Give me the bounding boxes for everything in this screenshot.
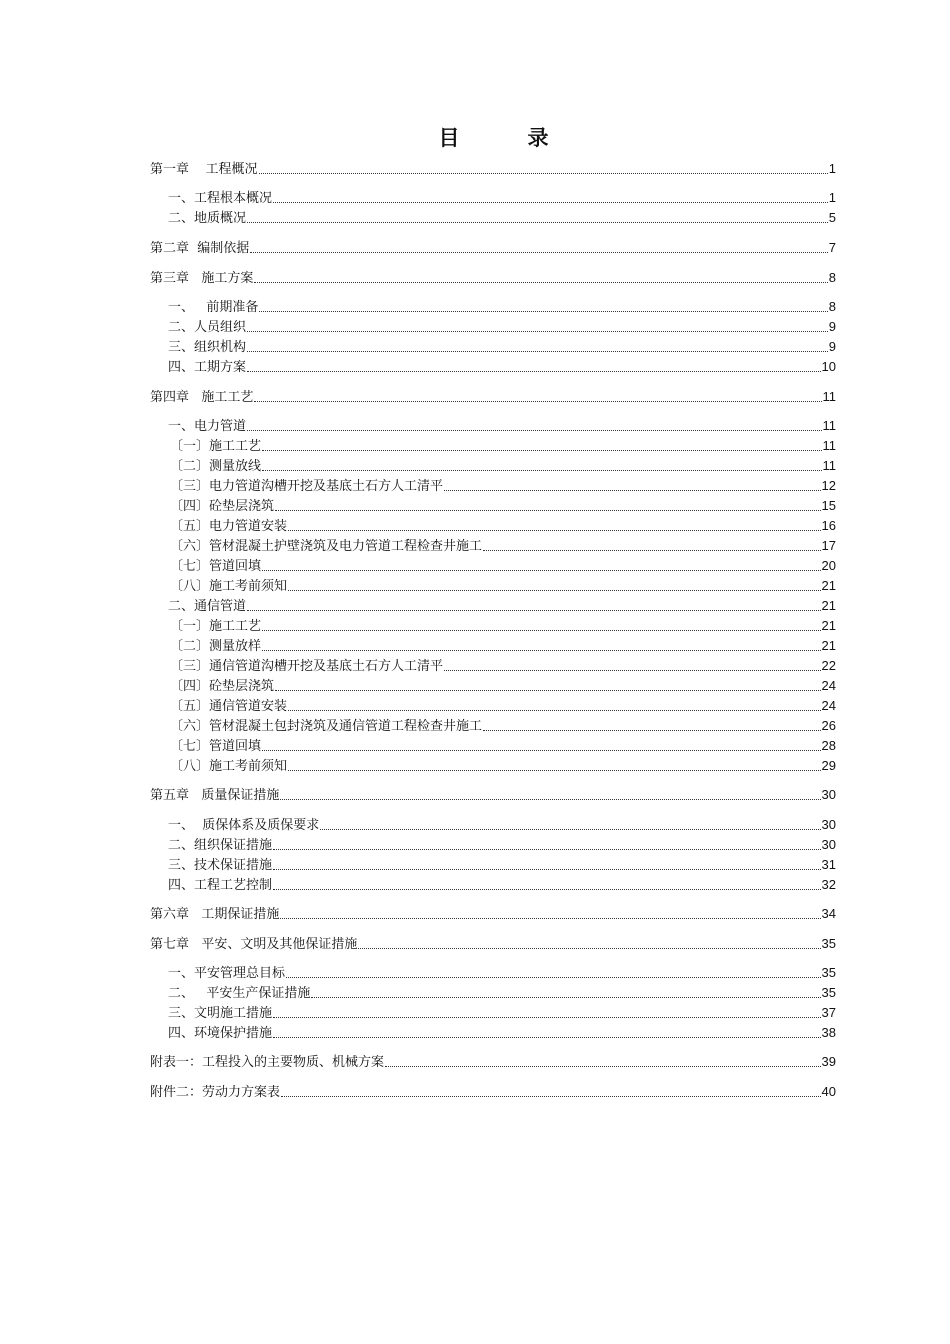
toc-entry-page-number: 16 (821, 518, 836, 533)
toc-entry-page-number: 21 (821, 598, 836, 613)
toc-entry-page-number: 5 (828, 210, 836, 225)
toc-entry-page-number: 40 (821, 1084, 836, 1099)
toc-entry-title: 附表一：工程投入的主要物质、机械方案 (150, 1055, 385, 1070)
dot-leader (286, 977, 821, 978)
toc-entry-level2[interactable] (168, 1023, 836, 1043)
toc-entry-level2[interactable] (168, 855, 836, 875)
toc-entry-page-number: 15 (821, 498, 836, 513)
toc-entry-level3[interactable] (170, 556, 836, 576)
toc-entry-title: 〔五〕通信管道安装 (170, 699, 288, 714)
dot-leader (273, 889, 821, 890)
toc-entry-level1[interactable] (150, 785, 836, 805)
toc-entry-title: 第五章 质量保证措施 (150, 788, 280, 803)
dot-leader (273, 849, 821, 850)
toc-entry-title: 第七章 平安、文明及其他保证措施 (150, 937, 358, 952)
toc-entry-page-number: 11 (822, 458, 836, 473)
toc-entry-title: 〔六〕管材混凝土护壁浇筑及电力管道工程检查井施工 (170, 539, 483, 554)
toc-entry-page-number: 26 (821, 718, 836, 733)
dot-leader (254, 401, 821, 402)
toc-entry-level3[interactable] (170, 496, 836, 516)
toc-entry-page-number: 1 (828, 161, 836, 176)
toc-entry-title: 一、工程根本概况 (168, 191, 273, 206)
toc-entry-level2[interactable] (168, 317, 836, 337)
toc-entry-title: 第二章 编制依据 (150, 241, 250, 256)
toc-entry-level2[interactable] (168, 208, 836, 228)
dot-leader (483, 550, 821, 551)
toc-entry-level2[interactable] (168, 337, 836, 357)
toc-entry-level3[interactable] (170, 636, 836, 656)
toc-entry-page-number: 29 (821, 758, 836, 773)
toc-entry-level3[interactable] (170, 716, 836, 736)
toc-entry-title: 二、通信管道 (168, 599, 247, 614)
toc-entry-level1[interactable] (150, 904, 836, 924)
toc-entry-level3[interactable] (170, 756, 836, 776)
toc-entry-page-number: 34 (821, 906, 836, 921)
toc-entry-page-number: 8 (828, 299, 836, 314)
toc-entry-page-number: 17 (821, 538, 836, 553)
toc-entry-level2[interactable] (168, 983, 836, 1003)
toc-entry-page-number: 8 (828, 270, 836, 285)
toc-entry-level2[interactable] (168, 297, 836, 317)
toc-entry-page-number: 21 (821, 578, 836, 593)
toc-entry-page-number: 9 (828, 339, 836, 354)
toc-entry-level2[interactable] (168, 963, 836, 983)
toc-entry-level1[interactable] (150, 159, 836, 179)
toc-entry-title: 一、 质保体系及质保要求 (168, 818, 320, 833)
dot-leader (247, 610, 821, 611)
toc-entry-title: 第四章 施工工艺 (150, 390, 254, 405)
dot-leader (262, 570, 821, 571)
toc-entry-page-number: 9 (828, 319, 836, 334)
dot-leader (247, 371, 821, 372)
toc-entry-page-number: 21 (821, 638, 836, 653)
toc-entry-page-number: 7 (828, 240, 836, 255)
toc-entry-page-number: 10 (821, 359, 836, 374)
toc-entry-title: 二、 平安生产保证措施 (168, 986, 311, 1001)
toc-entry-level2[interactable] (168, 1003, 836, 1023)
toc-entry-title: 第三章 施工方案 (150, 271, 254, 286)
toc-entry-page-number: 11 (822, 389, 836, 404)
toc-entry-page-number: 20 (821, 558, 836, 573)
toc-entry-title: 一、电力管道 (168, 419, 247, 434)
dot-leader (262, 450, 821, 451)
toc-entry-title: 第一章 工程概况 (150, 162, 258, 177)
dot-leader (483, 730, 821, 731)
toc-entry-level3[interactable] (170, 736, 836, 756)
dot-leader (247, 351, 828, 352)
toc-entry-title: 三、组织机构 (168, 340, 247, 355)
toc-entry-level1[interactable] (150, 934, 836, 954)
toc-entry-title: 〔三〕通信管道沟槽开挖及基底土石方人工清平 (170, 659, 444, 674)
toc-entry-title: 二、组织保证措施 (168, 838, 273, 853)
toc-entry-page-number: 28 (821, 738, 836, 753)
toc-entry-level3[interactable] (170, 656, 836, 676)
toc-entry-title: 〔一〕施工工艺 (170, 619, 262, 634)
toc-entry-level3[interactable] (170, 536, 836, 556)
dot-leader (288, 710, 821, 711)
toc-entry-title: 〔七〕管道回填 (170, 559, 262, 574)
toc-entry-title: 〔八〕施工考前须知 (170, 759, 288, 774)
toc-entry-title: 附件二：劳动力方案表 (150, 1085, 281, 1100)
dot-leader (311, 997, 820, 998)
toc-entry-page-number: 31 (821, 857, 836, 872)
toc-entry-title: 〔八〕施工考前须知 (170, 579, 288, 594)
toc-entry-level3[interactable] (170, 696, 836, 716)
toc-entry-page-number: 24 (821, 678, 836, 693)
toc-entry-level1[interactable] (150, 238, 836, 258)
toc-entry-level1[interactable] (150, 387, 836, 407)
toc-entry-page-number: 22 (821, 658, 836, 673)
toc-entry-page-number: 37 (821, 1005, 836, 1020)
toc-title: 目 录 (438, 126, 550, 150)
toc-entry-page-number: 24 (821, 698, 836, 713)
dot-leader (275, 510, 821, 511)
dot-leader (273, 1037, 821, 1038)
dot-leader (273, 202, 828, 203)
toc-entry-title: 四、环境保护措施 (168, 1026, 273, 1041)
toc-entry-page-number: 12 (821, 478, 836, 493)
toc-entry-page-number: 1 (828, 190, 836, 205)
dot-leader (262, 630, 821, 631)
dot-leader (247, 430, 821, 431)
dot-leader (320, 829, 820, 830)
toc-entry-page-number: 11 (822, 418, 836, 433)
toc-entry-title: 第六章 工期保证措施 (150, 907, 280, 922)
toc-entry-level2[interactable] (168, 416, 836, 436)
dot-leader (247, 222, 828, 223)
toc-entry-page-number: 30 (821, 787, 836, 802)
dot-leader (273, 869, 821, 870)
dot-leader (281, 1096, 821, 1097)
toc-entry-title: 二、地质概况 (168, 211, 247, 226)
toc-entry-title: 一、 前期准备 (168, 300, 259, 315)
toc-entry-page-number: 39 (821, 1054, 836, 1069)
toc-entry-title: 三、技术保证措施 (168, 858, 273, 873)
toc-entry-title: 〔七〕管道回填 (170, 739, 262, 754)
toc-entry-level2[interactable] (168, 188, 836, 208)
dot-leader (288, 770, 821, 771)
toc-entry-page-number: 30 (821, 817, 836, 832)
toc-entry-page-number: 35 (821, 985, 836, 1000)
toc-entry-title: 〔三〕电力管道沟槽开挖及基底土石方人工清平 (170, 479, 444, 494)
toc-entry-level2[interactable] (168, 875, 836, 895)
toc-entry-level2[interactable] (168, 815, 836, 835)
toc-entry-title: 一、平安管理总目标 (168, 966, 286, 981)
toc-entry-page-number: 11 (822, 438, 836, 453)
toc-entry-title: 〔六〕管材混凝土包封浇筑及通信管道工程检查井施工 (170, 719, 483, 734)
dot-leader (247, 331, 828, 332)
dot-leader (280, 918, 820, 919)
toc-entry-title: 三、文明施工措施 (168, 1006, 273, 1021)
dot-leader (288, 530, 821, 531)
toc-entry-level1[interactable] (150, 268, 836, 288)
dot-leader (262, 750, 821, 751)
dot-leader (254, 282, 827, 283)
dot-leader (250, 252, 828, 253)
toc-entry-level2[interactable] (168, 357, 836, 377)
dot-leader (262, 470, 821, 471)
toc-entry-level3[interactable] (170, 616, 836, 636)
toc-entry-title: 〔五〕电力管道安装 (170, 519, 288, 534)
dot-leader (358, 948, 820, 949)
toc-entry-level1[interactable] (150, 1082, 836, 1102)
toc-entry-level3[interactable] (170, 436, 836, 456)
toc-entry-level3[interactable] (170, 676, 836, 696)
dot-leader (275, 690, 821, 691)
toc-entry-page-number: 35 (821, 936, 836, 951)
toc-entry-level3[interactable] (170, 476, 836, 496)
toc-entry-title: 〔二〕测量放线 (170, 459, 262, 474)
toc-entry-title: 〔四〕砼垫层浇筑 (170, 679, 275, 694)
dot-leader (288, 590, 821, 591)
dot-leader (444, 670, 821, 671)
toc-entry-level1[interactable] (150, 1052, 836, 1072)
toc-entry-page-number: 30 (821, 837, 836, 852)
toc-entry-page-number: 21 (821, 618, 836, 633)
dot-leader (273, 1017, 821, 1018)
dot-leader (280, 799, 820, 800)
toc-entry-title: 〔二〕测量放样 (170, 639, 262, 654)
toc-entry-level2[interactable] (168, 596, 836, 616)
dot-leader (262, 650, 821, 651)
toc-entry-title: 〔四〕砼垫层浇筑 (170, 499, 275, 514)
toc-entry-title: 四、工期方案 (168, 360, 247, 375)
toc-entry-title: 四、工程工艺控制 (168, 878, 273, 893)
toc-entry-title: 〔一〕施工工艺 (170, 439, 262, 454)
toc-entry-page-number: 38 (821, 1025, 836, 1040)
dot-leader (444, 490, 821, 491)
dot-leader (385, 1066, 821, 1067)
toc-entry-title: 二、人员组织 (168, 320, 247, 335)
dot-leader (259, 311, 827, 312)
toc-entry-level3[interactable] (170, 576, 836, 596)
toc-entry-level3[interactable] (170, 516, 836, 536)
dot-leader (259, 173, 828, 174)
toc-entry-page-number: 35 (821, 965, 836, 980)
toc-entry-level2[interactable] (168, 835, 836, 855)
toc-entry-page-number: 32 (821, 877, 836, 892)
toc-entry-level3[interactable] (170, 456, 836, 476)
